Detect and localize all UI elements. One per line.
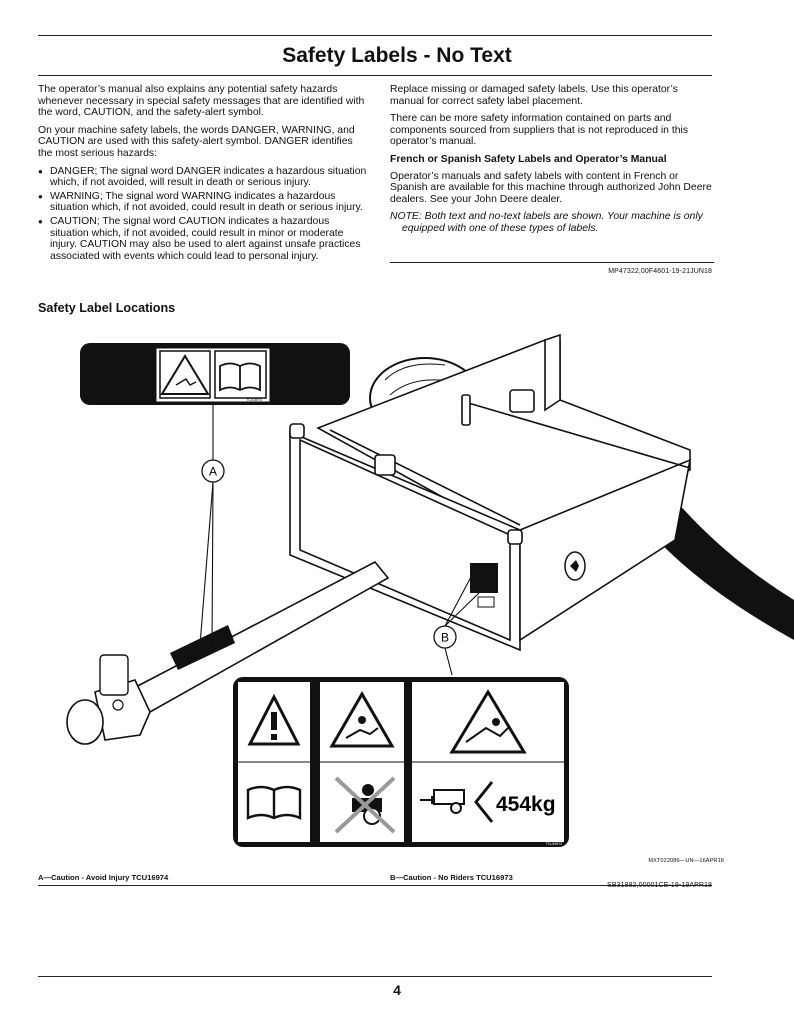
bullet-danger: ● DANGER; The signal word DANGER indicates a hazardous situation which, if not avoided, will result in death or serious injury. [38, 166, 368, 189]
label-a [80, 343, 350, 405]
footer-rule [38, 976, 712, 977]
left-para-1: The operator’s manual also explains any potential safety hazards whenever necessary in special safety messages that are identified with the word, CAUTION, and the safety-alert symbol. [38, 84, 365, 119]
figure-reference: SB31882,00001CE-19-19APR18 [607, 882, 712, 889]
svg-text:B: B [440, 630, 450, 645]
right-para-1: Replace missing or damaged safety labels. Use this operator’s manual for correct safety label placement. [390, 84, 678, 107]
bullet-warning: ● WARNING; The signal word WARNING indicates a hazardous situation which, if not avoided, could result in death or serious injury. [38, 191, 368, 214]
left-para-2: On your machine safety labels, the words DANGER, WARNING, and CAUTION are used with this safety-alert symbol. DANGER identifies the most serious hazards: [38, 124, 355, 159]
caption-a: A—Caution - Avoid Injury TCU16974 [38, 873, 169, 882]
svg-text:454kg: 454kg [496, 793, 556, 816]
subheading-language: French or Spanish Safety Labels and Operator’s Manual [390, 153, 667, 165]
callout-b [434, 626, 456, 648]
caption-b: B—Caution - No Riders TCU16973 [390, 873, 513, 882]
svg-text:A: A [208, 464, 218, 479]
svg-text:TCU16974: TCU16974 [246, 398, 262, 402]
right-reference: MP47322,00F4601-19-21JUN18 [608, 268, 712, 275]
page-title: Safety Labels - No Text [282, 44, 512, 67]
john-deere-logo [565, 552, 585, 580]
svg-text:TCU16973: TCU16973 [545, 842, 562, 846]
callout-a [202, 460, 224, 482]
note-text: NOTE: Both text and no-text labels are shown. Your machine is only equipped with one of these types of labels. [390, 211, 703, 234]
page-number: 4 [393, 982, 401, 998]
bullet-caution: ● CAUTION; The signal word CAUTION indicates a hazardous situation which, if not avoided, could result in minor or moderate injury. CAUTION may also be used to alert against unsafe practices associated with events which could lead to personal injury. [38, 216, 368, 262]
label-b [233, 677, 569, 847]
label-b-location [470, 563, 498, 593]
manual-book-icon-b [248, 787, 300, 818]
manual-book-icon [220, 364, 260, 391]
right-para-2: There can be more safety information contained on parts and components sourced from suppliers that is not reproduced in this operator’s manual. [390, 113, 689, 148]
section-title: Safety Label Locations [38, 301, 176, 315]
image-reference: MXT022086—UN—16APR18 [648, 858, 724, 864]
right-para-3: Operator’s manuals and safety labels with content in French or Spanish are available for this machine through authorized John Deere dealers. See your John Deere dealer. [390, 170, 712, 205]
